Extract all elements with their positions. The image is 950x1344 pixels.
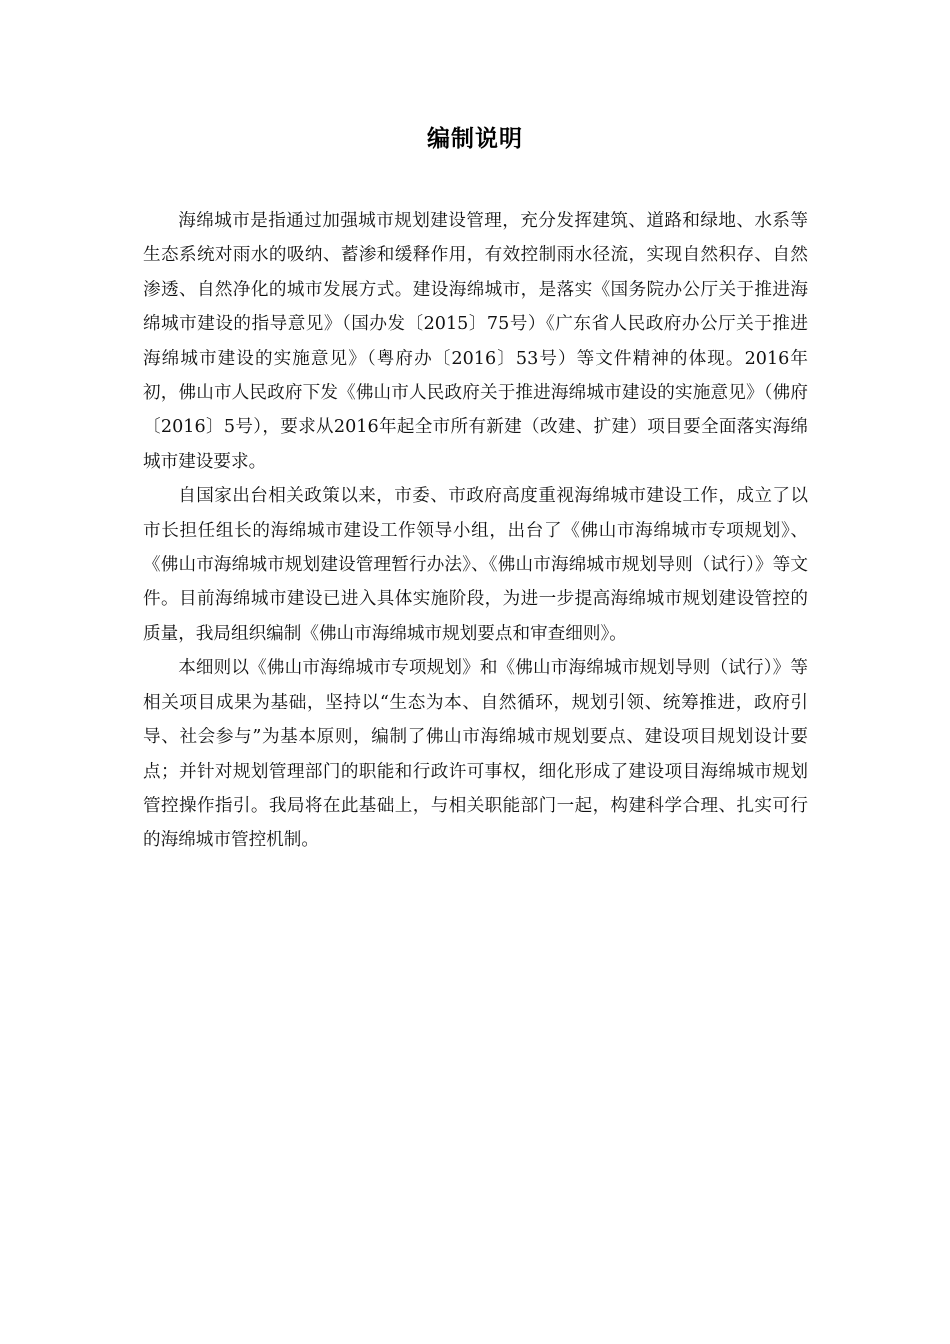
paragraph-1: 海绵城市是指通过加强城市规划建设管理，充分发挥建筑、道路和绿地、水系等生态系统对雨水的吸纳、蓄渗和缓释作用，有效控制雨水径流，实现自然积存、自然渗透、自然净化的城市发展方式。建设海绵城市，是落实《国务院办公厅关于推进海绵城市建设的指导意见》（国办发〔2015〕75号）《广东省人民政府办公厅关于推进海绵城市建设的实施意见》（粤府办〔2016〕53号）等文件精神的体现。2016年初，佛山市人民政府下发《佛山市人民政府关于推进海绵城市建设的实施意见》（佛府〔2016〕5号），要求从2016年起全市所有新建（改建、扩建）项目要全面落实海绵城市建设要求。: [143, 211, 808, 472]
document-body: [143, 204, 808, 858]
paragraph-3: 本细则以《佛山市海绵城市专项规划》和《佛山市海绵城市规划导则（试行）》等相关项目成果为基础，坚持以“生态为本、自然循环，规划引领、统筹推进，政府引导、社会参与”为基本原则，编制了佛山市海绵城市规划要点、建设项目规划设计要点；并针对规划管理部门的职能和行政许可事权，细化形成了建设项目海绵城市规划管控操作指引。我局将在此基础上，与相关职能部门一起，构建科学合理、扎实可行的海绵城市管控机制。: [143, 658, 808, 851]
document-title: 编制说明: [427, 126, 523, 152]
paragraph-2: 自国家出台相关政策以来，市委、市政府高度重视海绵城市建设工作，成立了以市长担任组长的海绵城市建设工作领导小组，出台了《佛山市海绵城市专项规划》、《佛山市海绵城市规划建设管理暂行办法》、《佛山市海绵城市规划导则（试行）》等文件。目前海绵城市建设已进入具体实施阶段，为进一步提高海绵城市规划建设管控的质量，我局组织编制《佛山市海绵城市规划要点和审查细则》。: [143, 486, 808, 644]
